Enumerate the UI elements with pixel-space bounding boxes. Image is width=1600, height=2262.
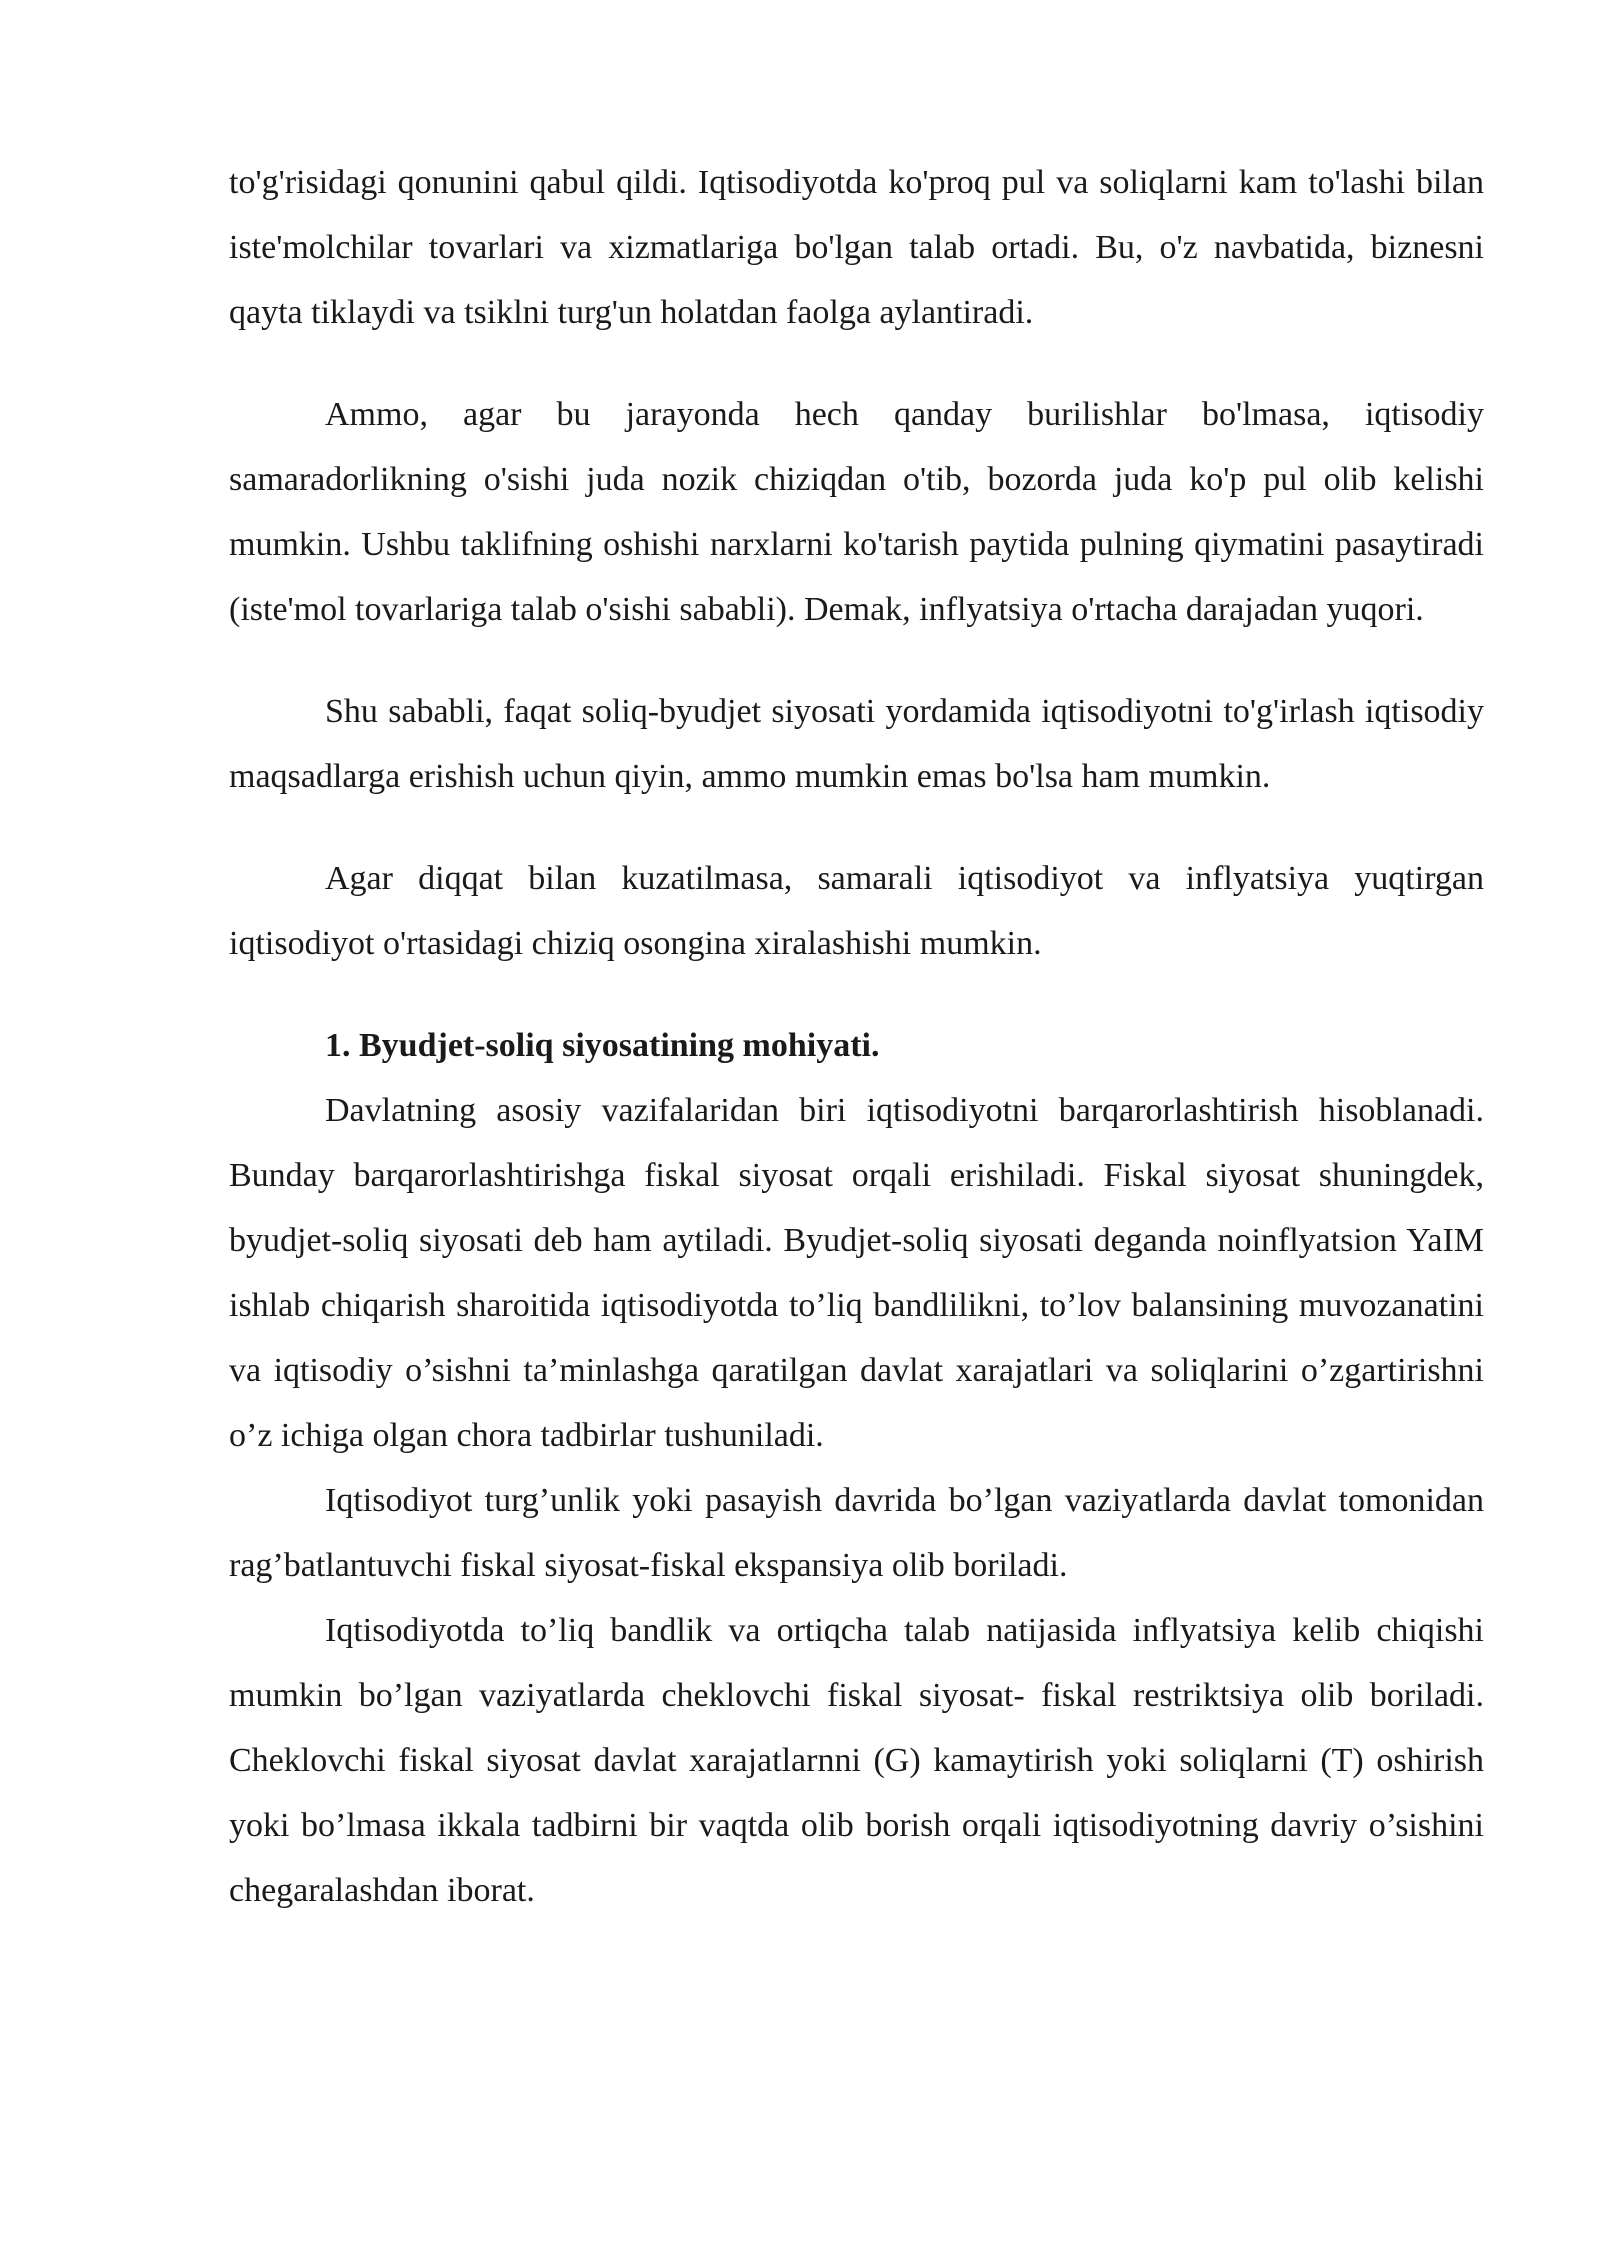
section-paragraph: Davlatning asosiy vazifalaridan biri iqtisodiyotni barqarorlashtirish hisoblanadi. Bunday barqarorlashtirishga fiskal siyosat orqali erishiladi. Fiskal siyosat shuningdek, byudjet-soliq siyosati deb ham aytiladi. Byudjet-soliq siyosati deganda noinflyatsion YaIM ishlab chiqarish sharoitida iqtisodiyotda to’liq bandlilikni, to’lov balansining muvozanatini va iqtisodiy o’sishni ta’minlashga qaratilgan davlat xarajatlari va soliqlarini o’zgartirishni o’z ichiga olgan chora tadbirlar tushuniladi. xyxy=(229,1092,1484,1454)
paragraph: Shu sababli, faqat soliq-byudjet siyosati yordamida iqtisodiyotni to'g'irlash iqtisodiy maqsadlarga erishish uchun qiyin, ammo mumkin emas bo'lsa ham mumkin. xyxy=(229,693,1484,795)
paragraph: Agar diqqat bilan kuzatilmasa, samarali iqtisodiyot va inflyatsiya yuqtirgan iqtisodiyot o'rtasidagi chiziq osongina xiralashishi mumkin. xyxy=(229,860,1484,962)
paragraph: Ammo, agar bu jarayonda hech qanday burilishlar bo'lmasa, iqtisodiy samaradorlikning o'sishi juda nozik chiziqdan o'tib, bozorda juda ko'p pul olib kelishi mumkin. Ushbu taklifning oshishi narxlarni ko'tarish paytida pulning qiymatini pasaytiradi (iste'mol tovarlariga talab o'sishi sababli). Demak, inflyatsiya o'rtacha darajadan yuqori. xyxy=(229,396,1484,628)
document-body xyxy=(229,150,1484,1923)
paragraph-continuation: to'g'risidagi qonunini qabul qildi. Iqtisodiyotda ko'proq pul va soliqlarni kam to'lashi bilan iste'molchilar tovarlari va xizmatlariga bo'lgan talab ortadi. Bu, o'z navbatida, biznesni qayta tiklaydi va tsiklni turg'un holatdan faolga aylantiradi. xyxy=(229,164,1484,331)
section-heading: 1. Byudjet-soliq siyosatining mohiyati. xyxy=(325,1027,880,1064)
section-paragraph: Iqtisodiyotda to’liq bandlik va ortiqcha talab natijasida inflyatsiya kelib chiqishi mumkin bo’lgan vaziyatlarda cheklovchi fiskal siyosat- fiskal restriktsiya olib boriladi. Cheklovchi fiskal siyosat davlat xarajatlarnni (G) kamaytirish yoki soliqlarni (T) oshirish yoki bo’lmasa ikkala tadbirni bir vaqtda olib borish orqali iqtisodiyotning davriy o’sishini chegaralashdan iborat. xyxy=(229,1612,1484,1909)
section-paragraph: Iqtisodiyot turg’unlik yoki pasayish davrida bo’lgan vaziyatlarda davlat tomonidan rag’batlantuvchi fiskal siyosat-fiskal ekspansiya olib boriladi. xyxy=(229,1482,1484,1584)
